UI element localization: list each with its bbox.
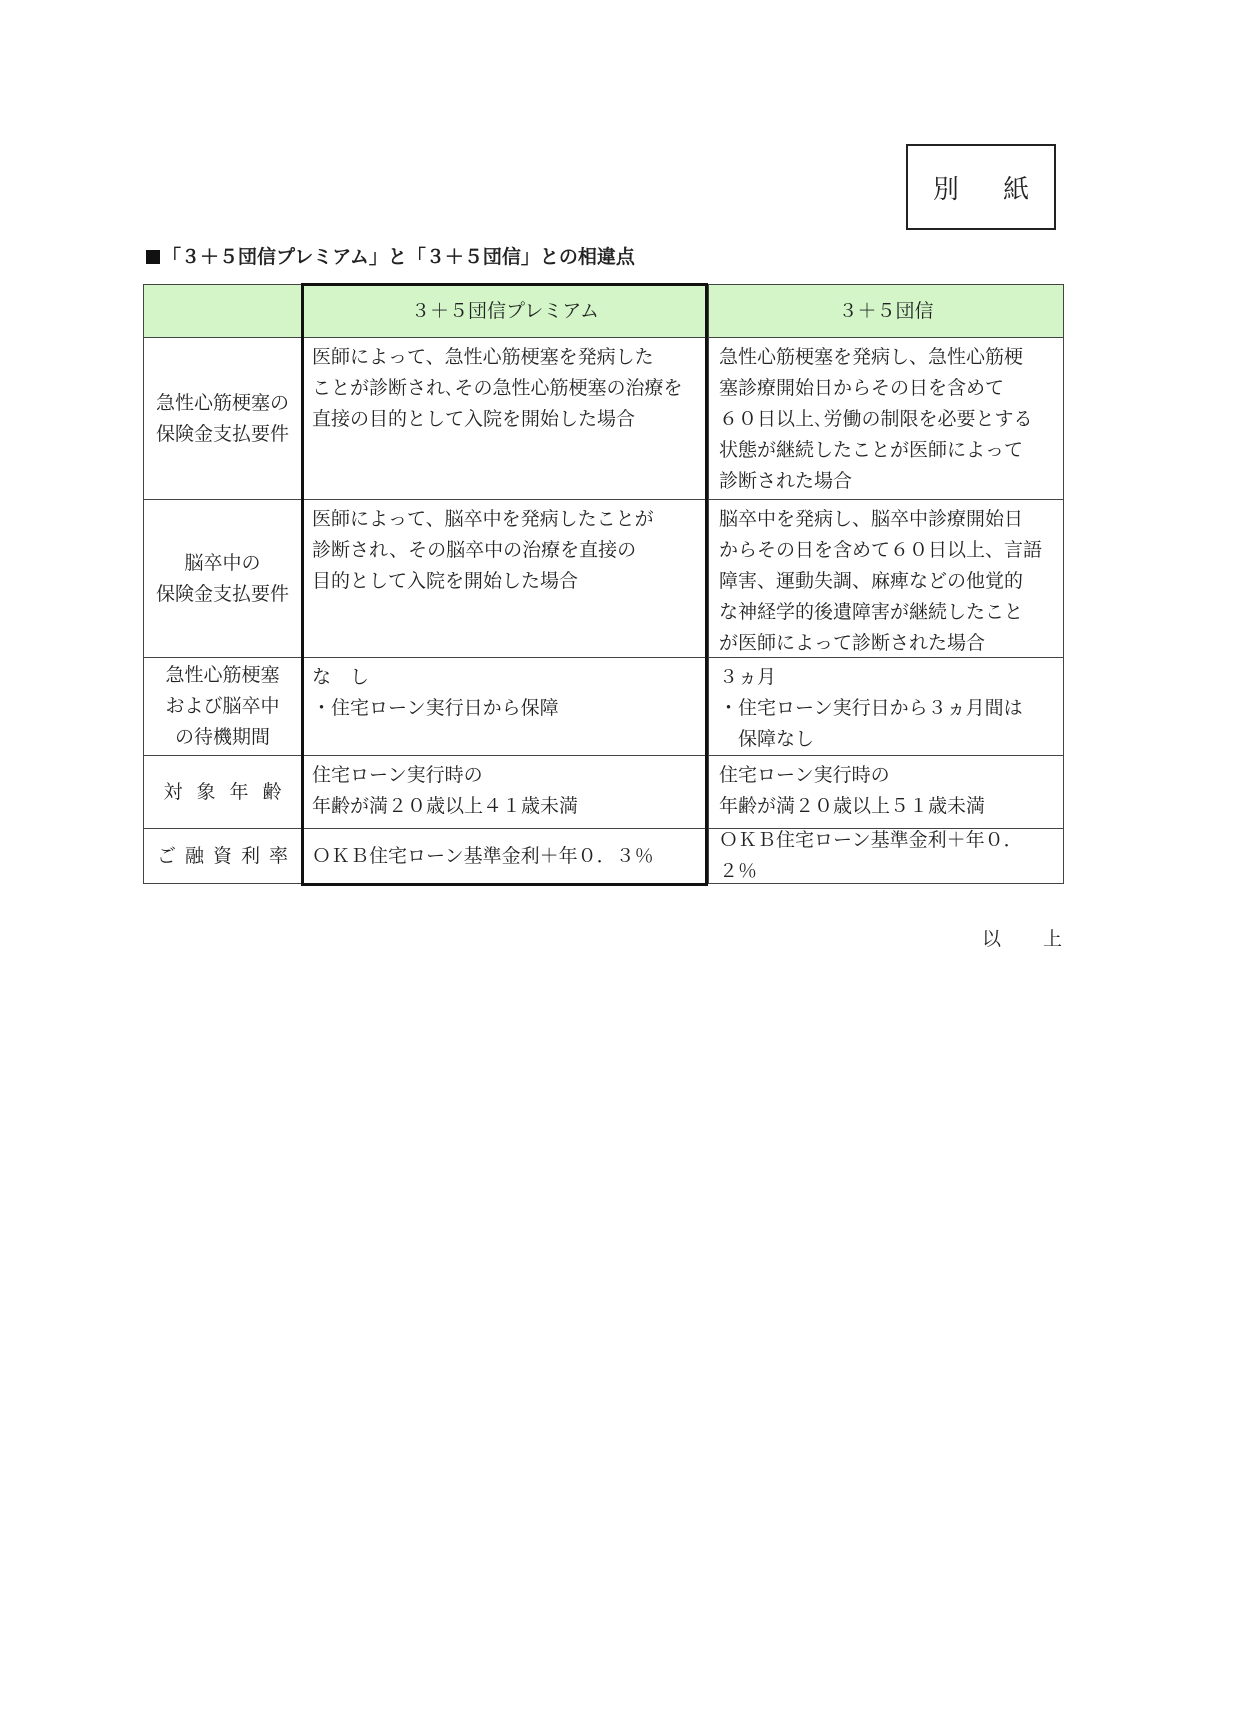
header-cell-empty: [143, 284, 302, 338]
header-cell-premium: ３＋５団信プレミアム: [301, 284, 709, 338]
closing-text: 以 上: [982, 928, 1081, 950]
heading-text: 「３＋５団信プレミアム」と「３＋５団信」との相違点: [162, 246, 635, 268]
cell-text: 医師によって、脳卒中を発病したことが 診断され、その脳卒中の治療を直接の 目的として入院を開始した場合: [312, 508, 654, 592]
standard-cell-stroke: [708, 499, 1064, 658]
row-label-text: 急性心筋梗塞の 保険金支払要件: [155, 391, 289, 445]
row-label-text: 脳卒中の 保険金支払要件: [155, 551, 289, 605]
premium-cell-eligible-age: [301, 755, 709, 829]
cell-text: ＯＫＢ住宅ローン基準金利＋年０．３％: [312, 844, 654, 867]
standard-cell-interest-rate: [708, 828, 1064, 884]
cell-text: 住宅ローン実行時の 年齢が満２０歳以上４１歳未満: [312, 764, 579, 817]
row-label-interest-rate: [143, 828, 302, 884]
cell-text: ３ヵ月 ・住宅ローン実行日から３ヵ月間は 保障なし: [719, 666, 1023, 750]
row-label-text: ご融資利率: [157, 844, 298, 867]
attachment-stamp-box: [906, 144, 1056, 230]
attachment-stamp-label: 別 紙: [932, 174, 1048, 205]
cell-text: ＯＫＢ住宅ローン基準金利＋年０．２％: [719, 829, 1023, 882]
cell-text: 急性心筋梗塞を発病し、急性心筋梗 塞診療開始日からその日を含めて ６０日以上､労働の制限を必要とする 状態が継続したことが医師によって 診断された場合: [719, 346, 1033, 492]
comparison-table: [143, 284, 1064, 884]
row-label-eligible-age: [143, 755, 302, 829]
row-label-waiting-period: [143, 657, 302, 756]
row-label-text: 急性心筋梗塞 および脳卒中 の待機期間: [165, 664, 280, 748]
premium-cell-interest-rate: [301, 828, 709, 884]
header-cell-standard: ３＋５団信: [708, 284, 1064, 338]
page-heading: [146, 242, 635, 269]
standard-cell-eligible-age: [708, 755, 1064, 829]
row-label-heart-attack: [143, 337, 302, 500]
standard-cell-heart-attack: [708, 337, 1064, 500]
premium-cell-stroke: [301, 499, 709, 658]
row-label-text: 対象年齢: [163, 780, 296, 803]
cell-text: 医師によって、急性心筋梗塞を発病した ことが診断され､その急性心筋梗塞の治療を 直接の目的として入院を開始した場合: [312, 346, 683, 430]
cell-text: 住宅ローン実行時の 年齢が満２０歳以上５１歳未満: [719, 764, 986, 817]
premium-cell-waiting-period: [301, 657, 709, 756]
premium-cell-heart-attack: [301, 337, 709, 500]
standard-cell-waiting-period: [708, 657, 1064, 756]
cell-text: な し ・住宅ローン実行日から保障: [312, 666, 559, 719]
heading-square-icon: [146, 250, 160, 264]
row-label-stroke: [143, 499, 302, 658]
cell-text: 脳卒中を発病し、脳卒中診療開始日 からその日を含めて６０日以上、言語 障害、運動失調、麻痺などの他覚的 な神経学的後遺障害が継続したこと が医師によって診断された場合: [719, 508, 1043, 654]
